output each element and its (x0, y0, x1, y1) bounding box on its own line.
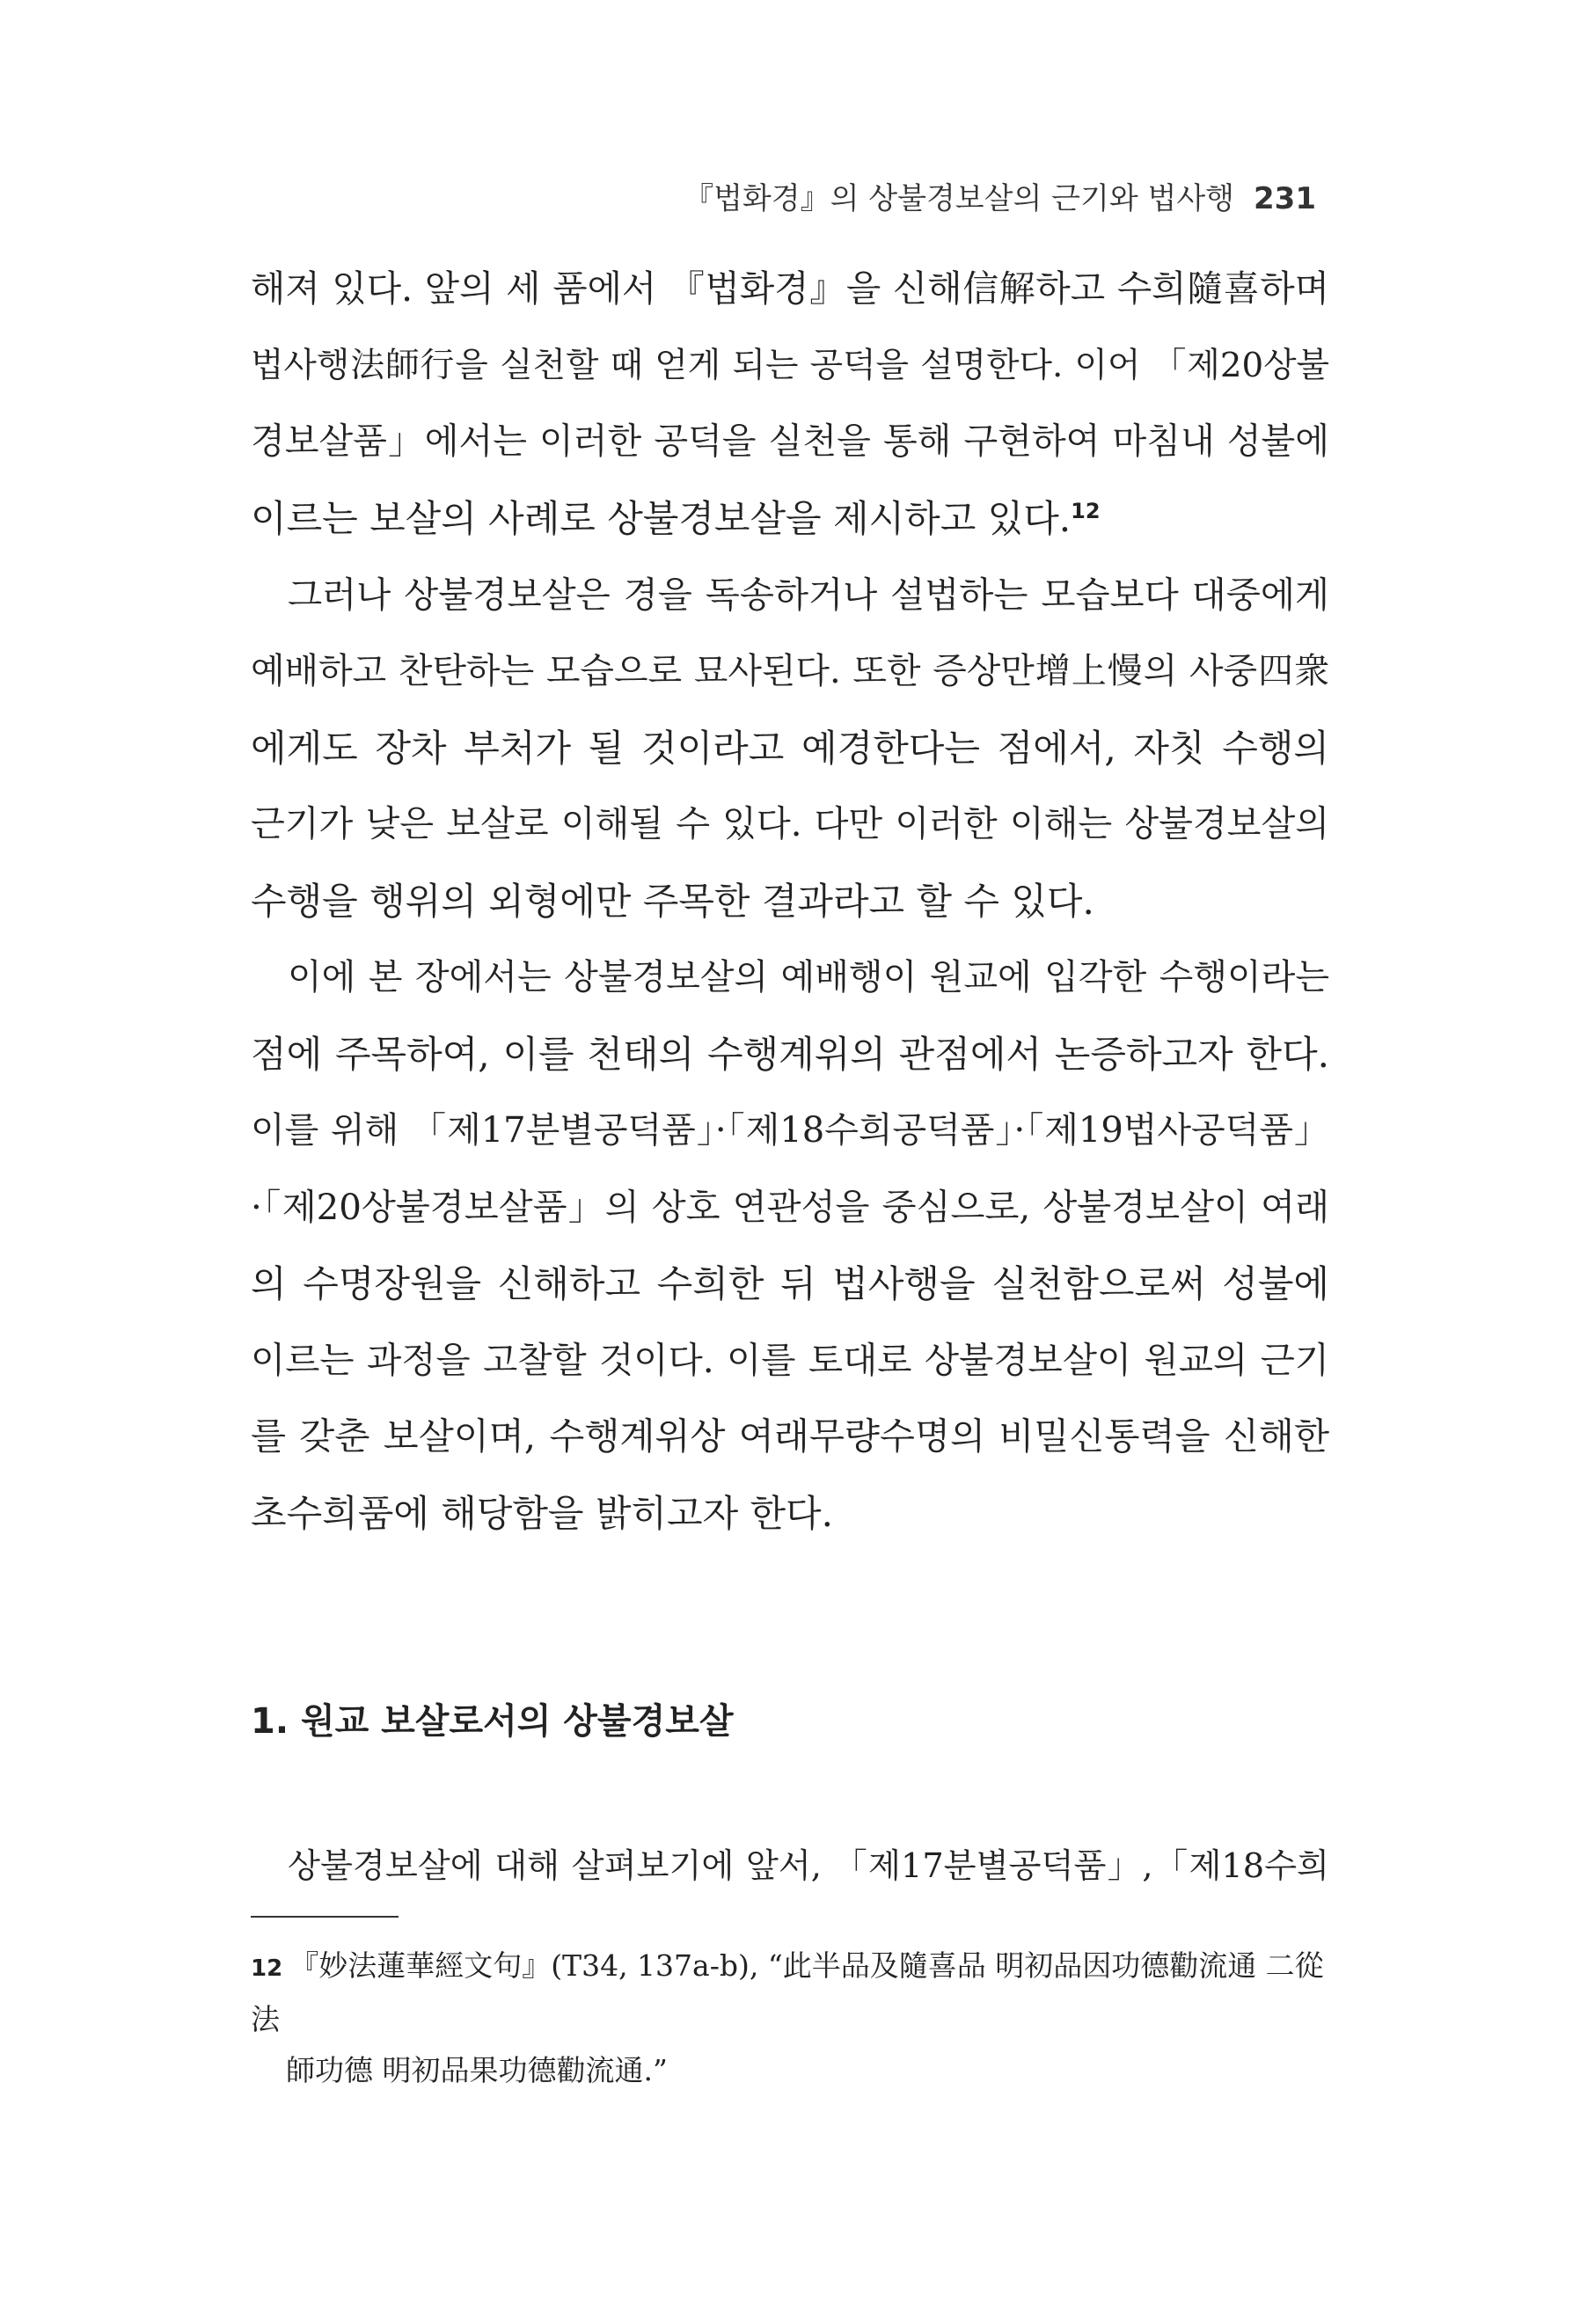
text-line-last: 수행을 행위의 외형에만 주목한 결과라고 할 수 있다. (251, 880, 1094, 923)
paragraph-1 (251, 251, 1329, 557)
text-line: 를 갖춘 보살이며, 수행계위상 여래무량수명의 비밀신통력을 신해한 (251, 1415, 1329, 1458)
text-line: 법사행法師行을 실천할 때 얻게 되는 공덕을 설명한다. 이어 「제20상불 (251, 346, 1329, 385)
text-line: 의 수명장원을 신해하고 수희한 뒤 법사행을 실천함으로써 성불에 (251, 1262, 1329, 1305)
footnote-number: 12 (251, 1955, 283, 1982)
running-header (684, 174, 1316, 217)
text-line: 상불경보살에 대해 살펴보기에 앞서, 「제17분별공덕품」,「제18수희 (288, 1846, 1329, 1886)
text-line-last: 초수희품에 해당함을 밝히고자 한다. (251, 1492, 833, 1535)
paragraph-3 (251, 939, 1329, 1552)
text-line: 경보살품」에서는 이러한 공덕을 실천을 통해 구현하여 마침내 성불에 (251, 421, 1329, 462)
text-line: 이에 본 장에서는 상불경보살의 예배행이 원교에 입각한 수행이라는 (288, 957, 1329, 998)
running-title: 『법화경』의 상불경보살의 근기와 법사행 (684, 181, 1235, 216)
text-line: 이를 위해 「제17분별공덕품」·「제18수희공덕품」·「제19법사공덕품」 (251, 1110, 1329, 1151)
footnote-divider (251, 1916, 399, 1918)
page-number: 231 (1254, 181, 1316, 216)
footnote-12 (251, 1940, 1329, 2096)
text-line: 이르는 과정을 고찰할 것이다. 이를 토대로 상불경보살이 원교의 근기 (251, 1339, 1329, 1381)
text-line: 점에 주목하여, 이를 천태의 수행계위의 관점에서 논증하고자 한다. (251, 1033, 1329, 1076)
text-line: 해져 있다. 앞의 세 품에서 『법화경』을 신해信解하고 수희隨喜하며 (251, 267, 1329, 310)
text-line: ·「제20상불경보살품」의 상호 연관성을 중심으로, 상불경보살이 여래 (251, 1187, 1329, 1228)
section-heading: 1. 원교 보살로서의 상불경보살 (251, 1701, 734, 1742)
text-line-last (251, 480, 1329, 557)
footnote-line-2: 師功德 明初品果功德勸流通.” (286, 2053, 668, 2087)
text-line: 그러나 상불경보살은 경을 독송하거나 설법하는 모습보다 대중에게 (288, 574, 1329, 616)
footnote-line-1: 『妙法蓮華經文句』(T34, 137a-b), “此半品及隨喜品 明初品因功德勸流通 二從法 (251, 1948, 1324, 2036)
text-line-content: 이르는 보살의 사례로 상불경보살을 제시하고 있다. (251, 497, 1072, 540)
paragraph-2 (251, 557, 1329, 939)
text-line: 예배하고 찬탄하는 모습으로 묘사된다. 또한 증상만增上慢의 사중四衆 (251, 651, 1329, 691)
body-text (251, 251, 1329, 1552)
text-line: 에게도 장차 부처가 될 것이라고 예경한다는 점에서, 자칫 수행의 (251, 727, 1329, 770)
footnote-reference[interactable]: 12 (1071, 499, 1101, 523)
section-paragraph (251, 1828, 1329, 1904)
text-line: 근기가 낮은 보살로 이해될 수 있다. 다만 이러한 이해는 상불경보살의 (251, 804, 1329, 844)
